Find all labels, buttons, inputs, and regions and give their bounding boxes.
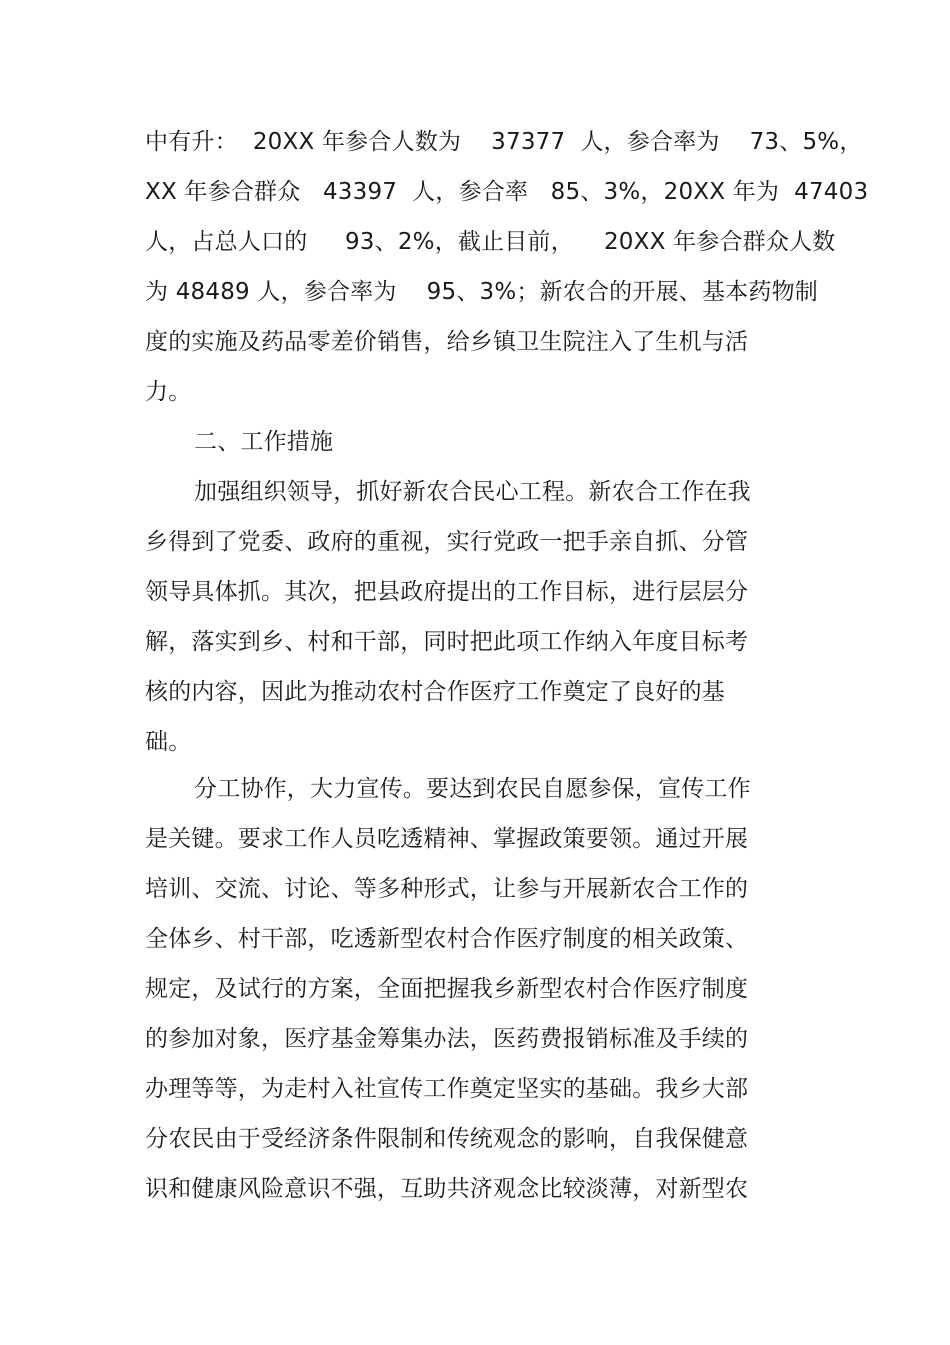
text-line: 是关键。要求工作人员吃透精神、掌握政策要领。通过开展 (145, 826, 749, 852)
text-line: 力。 (145, 379, 192, 405)
text-line: 的参加对象，医疗基金筹集办法，医药费报销标准及手续的 (145, 1026, 749, 1052)
text-line: 乡得到了党委、政府的重视，实行党政一把手亲自抓、分管 (145, 529, 749, 555)
text-line: 分农民由于受经济条件限制和传统观念的影响，自我保健意 (145, 1126, 749, 1152)
text-line: 人，占总人口的 93、2%，截止目前， 20XX 年参合群众人数 (145, 229, 836, 255)
text-line: 识和健康风险意识不强，互助共济观念比较淡薄，对新型农 (145, 1176, 749, 1202)
text-line: 领导具体抓。其次，把县政府提出的工作目标，进行层层分 (145, 579, 749, 605)
text-line: 办理等等，为走村入社宣传工作奠定坚实的基础。我乡大部 (145, 1076, 749, 1102)
text-line: 解，落实到乡、村和干部，同时把此项工作纳入年度目标考 (145, 629, 749, 655)
text-line: 培训、交流、讨论、等多种形式，让参与开展新农合工作的 (145, 876, 749, 902)
text-line: 全体乡、村干部，吃透新型农村合作医疗制度的相关政策、 (145, 926, 749, 952)
text-line: 规定，及试行的方案，全面把握我乡新型农村合作医疗制度 (145, 976, 749, 1002)
text-line: 度的实施及药品零差价销售，给乡镇卫生院注入了生机与活 (145, 329, 749, 355)
text-line: XX 年参合群众 43397 人，参合率 85、3%，20XX 年为 47403 (145, 179, 869, 205)
section-heading: 二、工作措施 (194, 429, 334, 455)
text-line: 为 48489 人，参合率为 95、3%；新农合的开展、基本药物制 (145, 279, 818, 305)
text-line: 中有升： 20XX 年参合人数为 37377 人，参合率为 73、5%， (145, 129, 863, 155)
paragraph-start-line: 加强组织领导，抓好新农合民心工程。新农合工作在我 (194, 479, 751, 505)
text-line: 核的内容，因此为推动农村合作医疗工作奠定了良好的基 (145, 679, 725, 705)
text-line: 础。 (145, 729, 192, 755)
paragraph-start-line: 分工协作，大力宣传。要达到农民自愿参保，宣传工作 (194, 776, 751, 802)
